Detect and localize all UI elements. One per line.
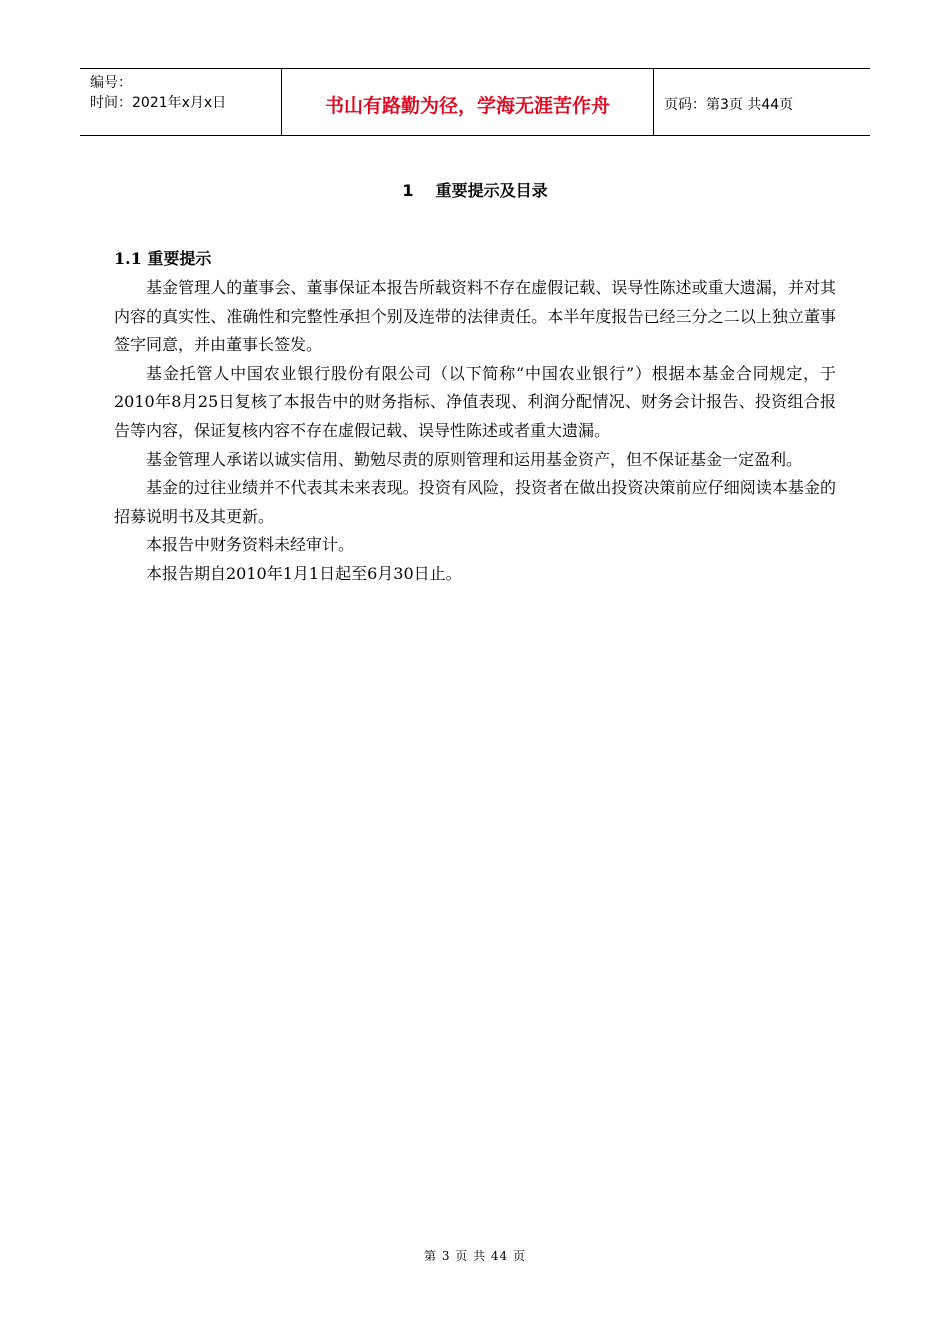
serial-label: 编号：: [90, 75, 132, 91]
paragraph: 基金管理人的董事会、董事保证本报告所载资料不存在虚假记载、误导性陈述或重大遗漏，并对其内容的真实性、准确性和完整性承担个别及连带的法律责任。本半年度报告已经三分之二以上独立董事签字同意，并由董事长签发。: [114, 278, 836, 355]
section-title-text: 重要提示及目录: [435, 181, 548, 200]
paragraph: 基金的过往业绩并不代表其未来表现。投资有风险，投资者在做出投资决策前应仔细阅读本基金的招募说明书及其更新。: [114, 478, 836, 526]
header-meta-cell: [80, 69, 282, 135]
section-number: 1: [402, 181, 414, 200]
date-label: 时间：2021年x月x日: [90, 95, 227, 111]
page-footer: 第 3 页 共 44 页: [424, 1249, 526, 1263]
subsection-title: 1.1 重要提示: [114, 249, 212, 268]
header-page-info: 页码：第3页 共44页: [664, 97, 794, 113]
header-motto: 书山有路勤为径，学海无涯苦作舟: [282, 69, 654, 135]
paragraph: 基金管理人承诺以诚实信用、勤勉尽责的原则管理和运用基金资产，但不保证基金一定盈利。: [146, 449, 803, 469]
paragraph: 本报告期自2010年1月1日起至6月30日止。: [146, 563, 462, 583]
paragraph: 本报告中财务资料未经审计。: [146, 535, 355, 555]
body-text: [114, 274, 836, 589]
section-title: [0, 178, 950, 201]
paragraph: 基金托管人中国农业银行股份有限公司（以下简称“中国农业银行”）根据本基金合同规定，于2010年8月25日复核了本报告中的财务指标、净值表现、利润分配情况、财务会计报告、投资组合报告等内容，保证复核内容不存在虚假记载、误导性陈述或者重大遗漏。: [114, 363, 836, 440]
document-header: [80, 68, 870, 136]
